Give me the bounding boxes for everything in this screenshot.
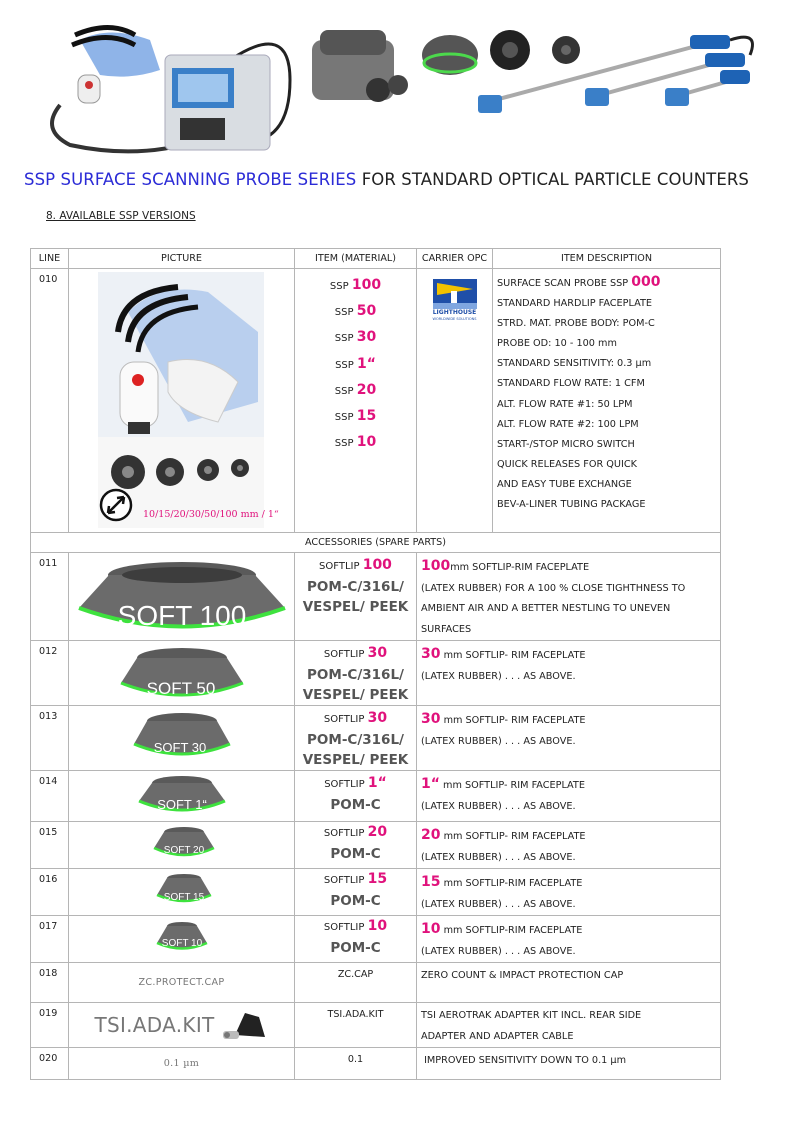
item-material-cell (295, 269, 417, 533)
description-line: AMBIENT AIR AND A BETTER NESTLING TO UNEVEN (421, 603, 671, 614)
faceplate-label: SOFT 30 (153, 740, 207, 755)
picture-caption: 10/15/20/30/50/100 mm / 1“ (143, 509, 279, 520)
picture-cell (69, 269, 295, 533)
line-number: 012 (31, 641, 69, 706)
description-line: ADAPTER AND ADAPTER CABLE (421, 1030, 574, 1042)
softlip-size: SOFTLIP 20 (323, 824, 388, 840)
table-row (31, 963, 721, 1003)
item-description-cell (417, 1003, 721, 1048)
table-row (31, 771, 721, 822)
product-banner (0, 0, 793, 162)
probe-head-images (312, 30, 580, 102)
faceplate-label: SOFT 50 (146, 679, 216, 698)
item-material-cell (295, 822, 417, 869)
adapter-image (221, 1007, 269, 1043)
description-line: QUICK RELEASES FOR QUICK (497, 458, 637, 470)
item-description-cell (493, 269, 721, 533)
picture-cell (69, 553, 295, 641)
accessories-header-row (31, 533, 721, 553)
description-line: TSI AEROTRAK ADAPTER KIT INCL. REAR SIDE (421, 1010, 642, 1021)
softlip-faceplate-image (69, 916, 295, 959)
picture-cell: 0.1 µm (69, 1048, 295, 1080)
picture-cell (69, 869, 295, 916)
line-number: 020 (31, 1048, 69, 1080)
line-number: 015 (31, 822, 69, 869)
softlip-faceplate-image (69, 706, 295, 770)
description-line: 10 mm SOFTLIP-RIM FACEPLATE (421, 921, 583, 937)
adapter-kit-label: TSI.ADA.KIT (94, 1013, 215, 1037)
description-line: BEV-A-LINER TUBING PACKAGE (497, 499, 646, 511)
ssp-item: SSP 1“ (335, 355, 376, 372)
accessories-title: ACCESSORIES (SPARE PARTS) (31, 533, 721, 553)
faceplate-label: SOFT 15 (163, 892, 205, 903)
line-number: 014 (31, 771, 69, 822)
material-line: VESPEL/ PEEK (302, 687, 409, 703)
carrier-opc-cell (417, 269, 493, 533)
softlip-faceplate-image (69, 822, 295, 865)
description-line: STANDARD SENSITIVITY: 0.3 µm (497, 358, 652, 370)
description-line: SURFACES (421, 623, 472, 635)
ssp-item: SSP 10 (334, 434, 377, 451)
item-description-cell (417, 771, 721, 822)
softlip-size: SOFTLIP 100 (319, 557, 392, 573)
softlip-faceplate-image (69, 641, 295, 705)
col-carrier: CARRIER OPC (417, 249, 493, 269)
ssp-item: SSP 50 (334, 303, 377, 320)
softlip-size: SOFTLIP 30 (323, 645, 388, 661)
lighthouse-logo-subtext: WORLDWIDE SOLUTIONS (432, 317, 477, 321)
picture-cell: ZC.PROTECT.CAP (69, 963, 295, 1003)
header-row (31, 249, 721, 269)
description-line: STANDARD HARDLIP FACEPLATE (497, 298, 653, 310)
picture-cell (69, 771, 295, 822)
title-series: SSP SURFACE SCANNING PROBE SERIES (24, 170, 357, 189)
title-subject: FOR STANDARD OPTICAL PARTICLE COUNTERS (361, 170, 749, 189)
description-line: (LATEX RUBBER) FOR A 100 % CLOSE TIGHTHNESS TO (421, 582, 686, 594)
description-line: 20 mm SOFTLIP- RIM FACEPLATE (421, 827, 586, 843)
picture-cell (69, 822, 295, 869)
picture-cell (69, 706, 295, 771)
material-line: VESPEL/ PEEK (302, 599, 409, 615)
item-description-cell (417, 963, 721, 1003)
item-description-cell (417, 553, 721, 641)
softlip-size: SOFTLIP 1“ (324, 775, 387, 791)
description-line: SURFACE SCAN PROBE SSP 000 (497, 274, 661, 290)
item-material-cell: ZC.CAP (295, 963, 417, 1003)
softlip-size: SOFTLIP 30 (323, 710, 388, 726)
table-row (31, 706, 721, 771)
description-line: START-/STOP MICRO SWITCH (497, 438, 635, 450)
item-material-cell (295, 869, 417, 916)
description-line: 15 mm SOFTLIP-RIM FACEPLATE (421, 874, 583, 890)
table-row (31, 822, 721, 869)
item-material-cell (295, 916, 417, 963)
section-heading: 8. AVAILABLE SSP VERSIONS (46, 210, 196, 222)
description-line: (LATEX RUBBER) . . . AS ABOVE. (421, 945, 576, 957)
description-line: IMPROVED SENSITIVITY DOWN TO 0.1 µm (421, 1055, 627, 1066)
lighthouse-logo-text: LIGHTHOUSE (432, 309, 477, 316)
description-line: 30 mm SOFTLIP- RIM FACEPLATE (421, 711, 586, 727)
col-line: LINE (31, 249, 69, 269)
material-line: POM-C/316L/ (307, 732, 404, 748)
diameter-icon (98, 487, 134, 523)
description-line: (LATEX RUBBER) . . . AS ABOVE. (421, 898, 576, 910)
picture-cell (69, 641, 295, 706)
faceplate-label: SOFT 20 (163, 845, 205, 856)
description-line: 100mm SOFTLIP-RIM FACEPLATE (421, 558, 590, 574)
item-material-cell (295, 706, 417, 771)
softlip-faceplate-image (69, 771, 295, 821)
material-line: VESPEL/ PEEK (302, 752, 409, 768)
versions-table (30, 248, 721, 1080)
description-line: ALT. FLOW RATE #2: 100 LPM (497, 418, 639, 430)
description-line: 1“ mm SOFTLIP- RIM FACEPLATE (421, 776, 585, 792)
description-line: 30 mm SOFTLIP- RIM FACEPLATE (421, 646, 586, 662)
faceplate-label: SOFT 1“ (157, 797, 207, 812)
item-description-cell (417, 869, 721, 916)
item-description-cell (417, 1048, 721, 1080)
item-material-cell (295, 641, 417, 706)
description-line: STANDARD FLOW RATE: 1 CFM (497, 378, 645, 390)
lighthouse-logo-mark (433, 279, 477, 309)
item-description-cell (417, 822, 721, 869)
softlip-faceplate-image (69, 869, 295, 912)
page-title (24, 170, 749, 189)
line-number: 010 (31, 269, 69, 533)
item-material-cell (295, 771, 417, 822)
ssp-item: SSP 100 (329, 277, 382, 293)
faceplate-label: SOFT 100 (117, 600, 247, 631)
faceplate-label: SOFT 10 (161, 938, 203, 949)
table-row (31, 916, 721, 963)
table-row (31, 869, 721, 916)
softlip-faceplate-image (69, 553, 295, 639)
item-material-cell: TSI.ADA.KIT (295, 1003, 417, 1048)
col-description: ITEM DESCRIPTION (493, 249, 721, 269)
ssp-item: SSP 20 (334, 381, 377, 398)
description-line: (LATEX RUBBER) . . . AS ABOVE. (421, 670, 576, 682)
description-line: (LATEX RUBBER) . . . AS ABOVE. (421, 800, 576, 812)
line-number: 018 (31, 963, 69, 1003)
col-item: ITEM (MATERIAL) (295, 249, 417, 269)
ssp-item: SSP 15 (334, 408, 377, 425)
table-row (31, 1048, 721, 1080)
softlip-size: SOFTLIP 10 (323, 918, 388, 934)
item-description-cell (417, 916, 721, 963)
description-line: AND EASY TUBE EXCHANGE (497, 478, 632, 490)
picture-cell (69, 916, 295, 963)
particle-counter-image (52, 28, 290, 152)
material-line: POM-C/316L/ (307, 579, 404, 595)
softlip-size: SOFTLIP 15 (323, 871, 388, 887)
material-line: POM-C (330, 797, 381, 813)
line-number: 016 (31, 869, 69, 916)
description-line: ZERO COUNT & IMPACT PROTECTION CAP (421, 970, 624, 981)
description-line: STRD. MAT. PROBE BODY: POM-C (497, 318, 655, 330)
ssp-item: SSP 30 (334, 329, 377, 346)
material-line: POM-C/316L/ (307, 667, 404, 683)
table-row (31, 269, 721, 533)
line-number: 011 (31, 553, 69, 641)
item-material-cell: 0.1 (295, 1048, 417, 1080)
material-line: POM-C (330, 940, 381, 956)
table-row (31, 641, 721, 706)
description-line: ALT. FLOW RATE #1: 50 LPM (497, 398, 633, 410)
description-line: PROBE OD: 10 - 100 mm (497, 338, 617, 350)
picture-cell (69, 1003, 295, 1048)
line-number: 019 (31, 1003, 69, 1048)
description-line: (LATEX RUBBER) . . . AS ABOVE. (421, 735, 576, 747)
lighthouse-logo (433, 279, 477, 322)
description-line: (LATEX RUBBER) . . . AS ABOVE. (421, 851, 576, 863)
table-row (31, 1003, 721, 1048)
material-line: POM-C (330, 846, 381, 862)
item-description-cell (417, 706, 721, 771)
material-line: POM-C (330, 893, 381, 909)
table-row (31, 553, 721, 641)
item-description-cell (417, 641, 721, 706)
col-picture: PICTURE (69, 249, 295, 269)
line-number: 017 (31, 916, 69, 963)
line-number: 013 (31, 706, 69, 771)
item-material-cell (295, 553, 417, 641)
